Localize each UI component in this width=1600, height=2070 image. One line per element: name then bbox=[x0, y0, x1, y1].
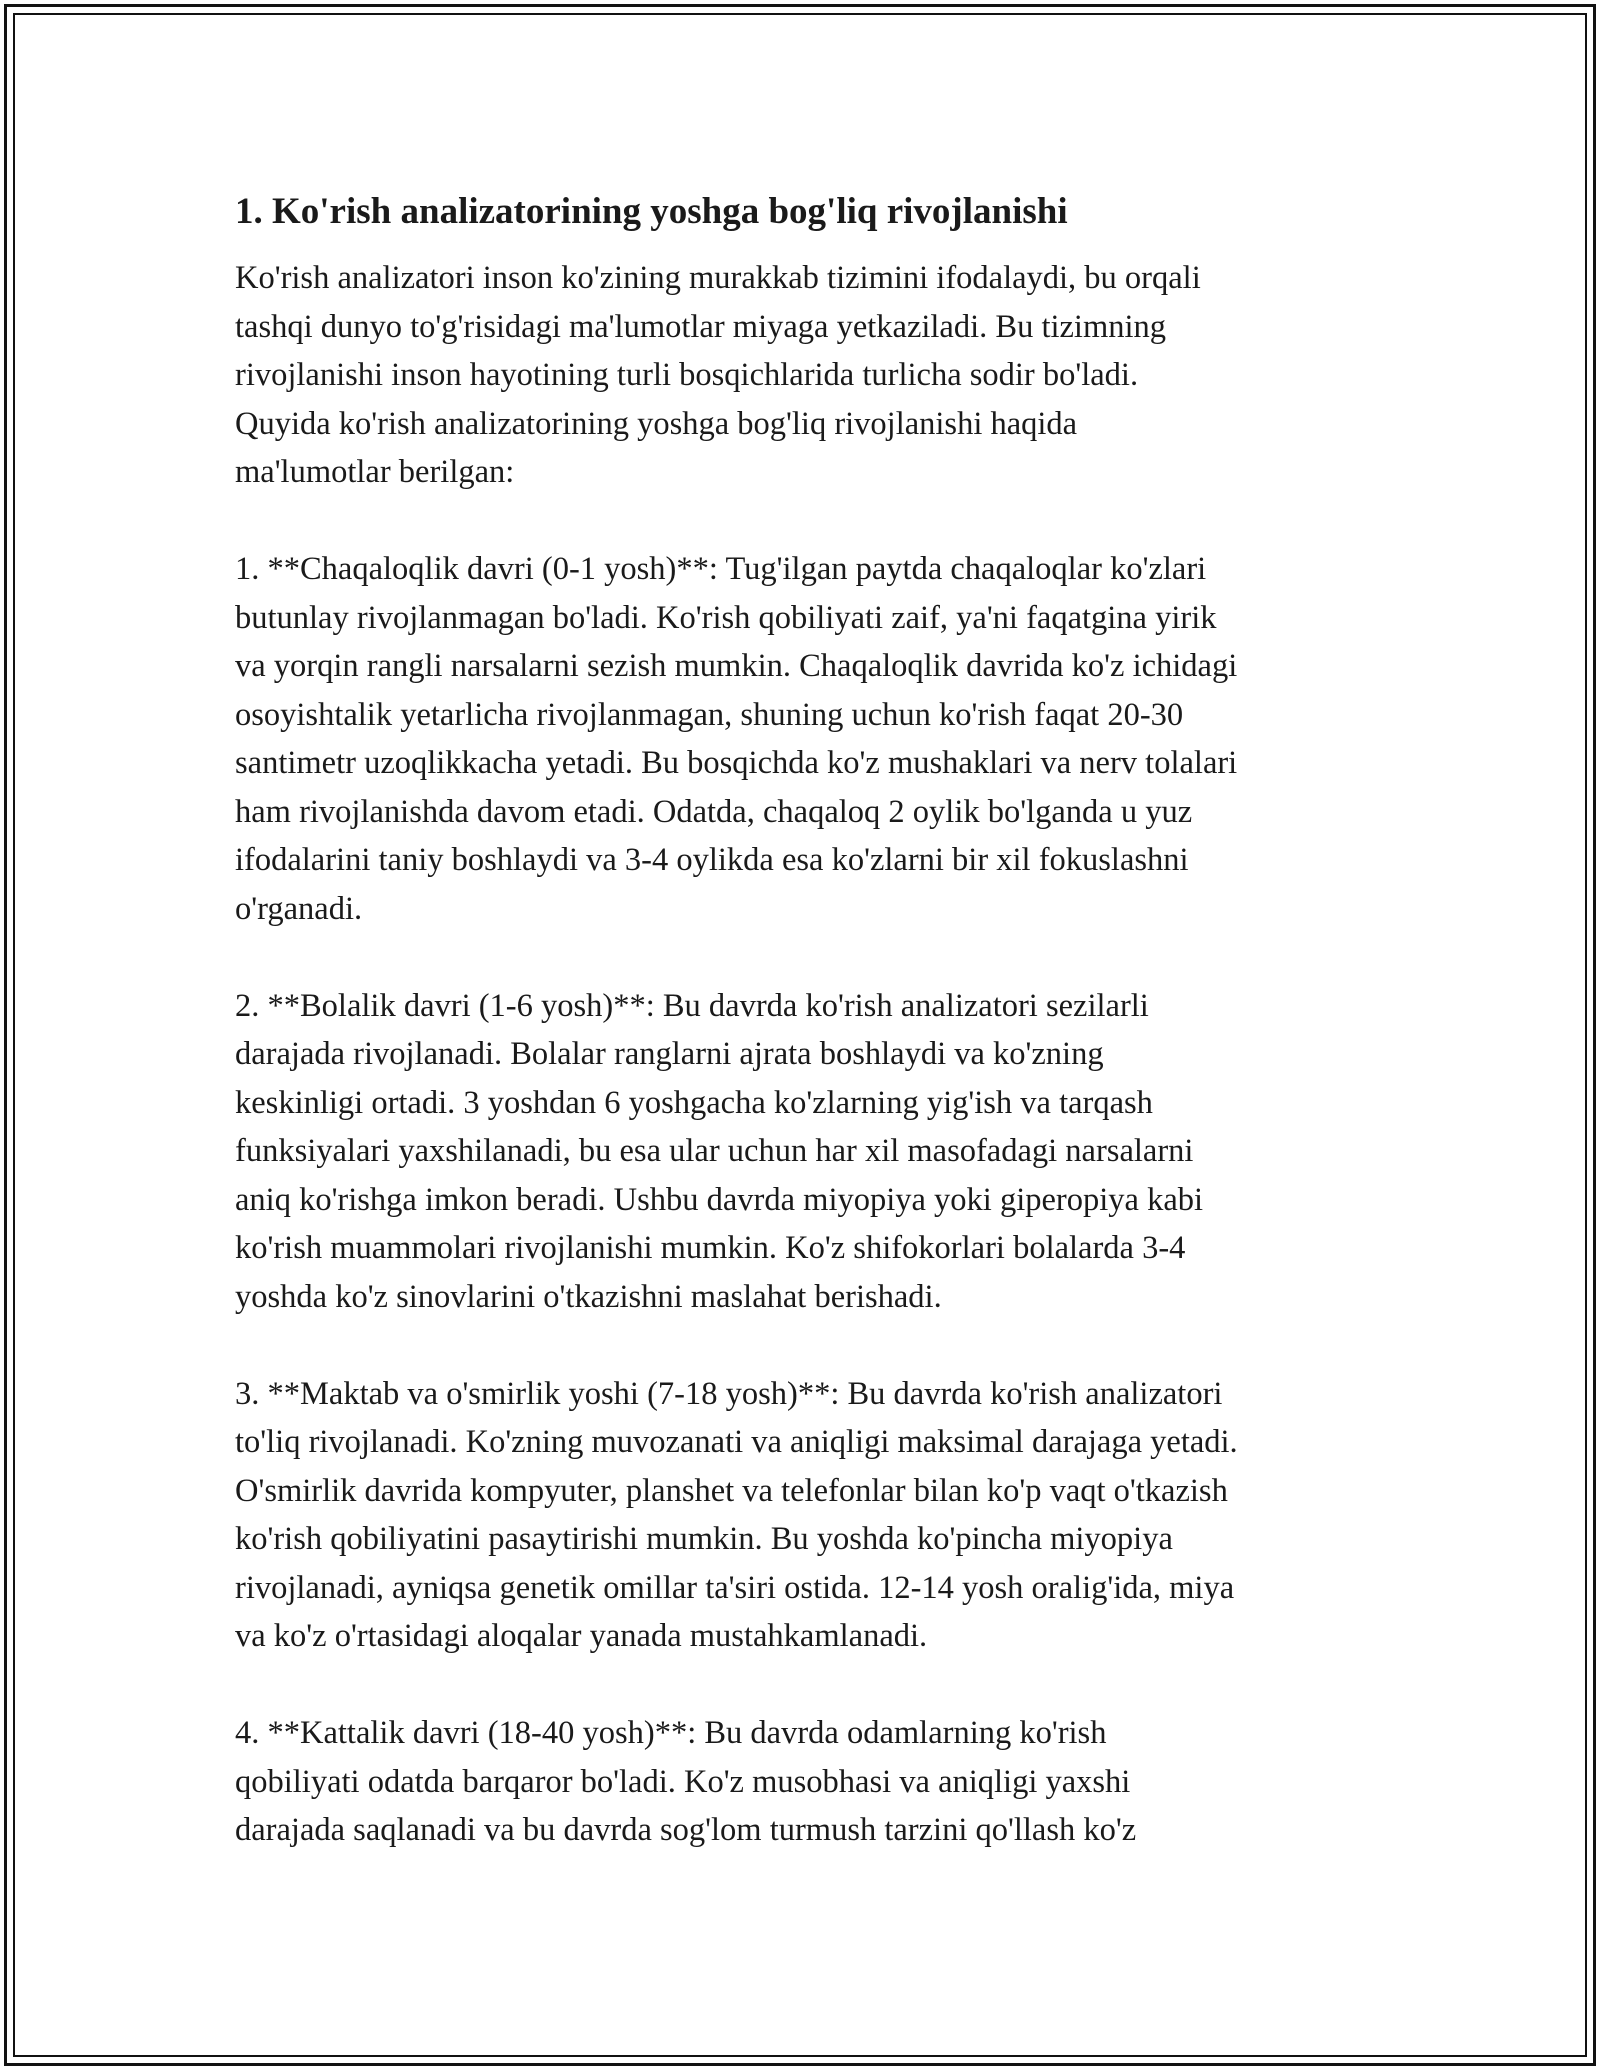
infancy-paragraph: 1. **Chaqaloqlik davri (0-1 yosh)**: Tug'ilgan paytda chaqaloqlar ko'zlari butunlay rivojlanmagan bo'ladi. Ko'rish qobiliyati zaif, ya'ni faqatgina yirik va yorqin rangli narsalarni sezish mumkin. Chaqaloqlik davrida ko'z ichidagi osoyishtalik yetarlicha rivojlanmagan, shuning uchun ko'rish faqat 20-30 santimetr uzoqlikkacha yetadi. Bu bosqichda ko'z mushaklari va nerv tolalari ham rivojlanishda davom etadi. Odatda, chaqaloq 2 oylik bo'lganda u yuz ifodalarini taniy boshlaydi va 3-4 oylikda esa ko'zlarni bir xil fokuslashni o'rganadi. bbox=[235, 551, 1238, 927]
adolescence-paragraph: 3. **Maktab va o'smirlik yoshi (7-18 yosh)**: Bu davrda ko'rish analizatori to'liq rivojlanadi. Ko'zning muvozanati va aniqligi maksimal darajaga yetadi. O'smirlik davrida kompyuter, planshet va telefonlar bilan ko'p vaqt o'tkazish ko'rish qobiliyatini pasaytirishi mumkin. Bu yoshda ko'pincha miyopiya rivojlanadi, ayniqsa genetik omillar ta'siri ostida. 12-14 yosh oralig'ida, miya va ko'z o'rtasidagi aloqalar yanada mustahkamlanadi. bbox=[235, 1375, 1238, 1654]
document-body bbox=[235, 186, 1385, 1903]
section-heading: 1. Ko'rish analizatorining yoshga bog'liq rivojlanishi bbox=[235, 191, 1068, 232]
adulthood-paragraph: 4. **Kattalik davri (18-40 yosh)**: Bu davrda odamlarning ko'rish qobiliyati odatda barqaror bo'ladi. Ko'z musobhasi va aniqligi yaxshi darajada saqlanadi va bu davrda sog'lom turmush tarzini qo'llash ko'z bbox=[235, 1715, 1137, 1848]
intro-paragraph: Ko'rish analizatori inson ko'zining murakkab tizimini ifodalaydi, bu orqali tashqi dunyo to'g'risidagi ma'lumotlar miyaga yetkaziladi. Bu tizimning rivojlanishi inson hayotining turli bosqichlarida turlicha sodir bo'ladi. Quyida ko'rish analizatorining yoshga bog'liq rivojlanishi haqida ma'lumotlar berilgan: bbox=[235, 260, 1201, 490]
childhood-paragraph: 2. **Bolalik davri (1-6 yosh)**: Bu davrda ko'rish analizatori sezilarli darajada rivojlanadi. Bolalar ranglarni ajrata boshlaydi va ko'zning keskinligi ortadi. 3 yoshdan 6 yoshgacha ko'zlarning yig'ish va tarqash funksiyalari yaxshilanadi, bu esa ular uchun har xil masofadagi narsalarni aniq ko'rishga imkon beradi. Ushbu davrda miyopiya yoki giperopiya kabi ko'rish muammolari rivojlanishi mumkin. Ko'z shifokorlari bolalarda 3-4 yoshda ko'z sinovlarini o'tkazishni maslahat berishadi. bbox=[235, 987, 1204, 1315]
